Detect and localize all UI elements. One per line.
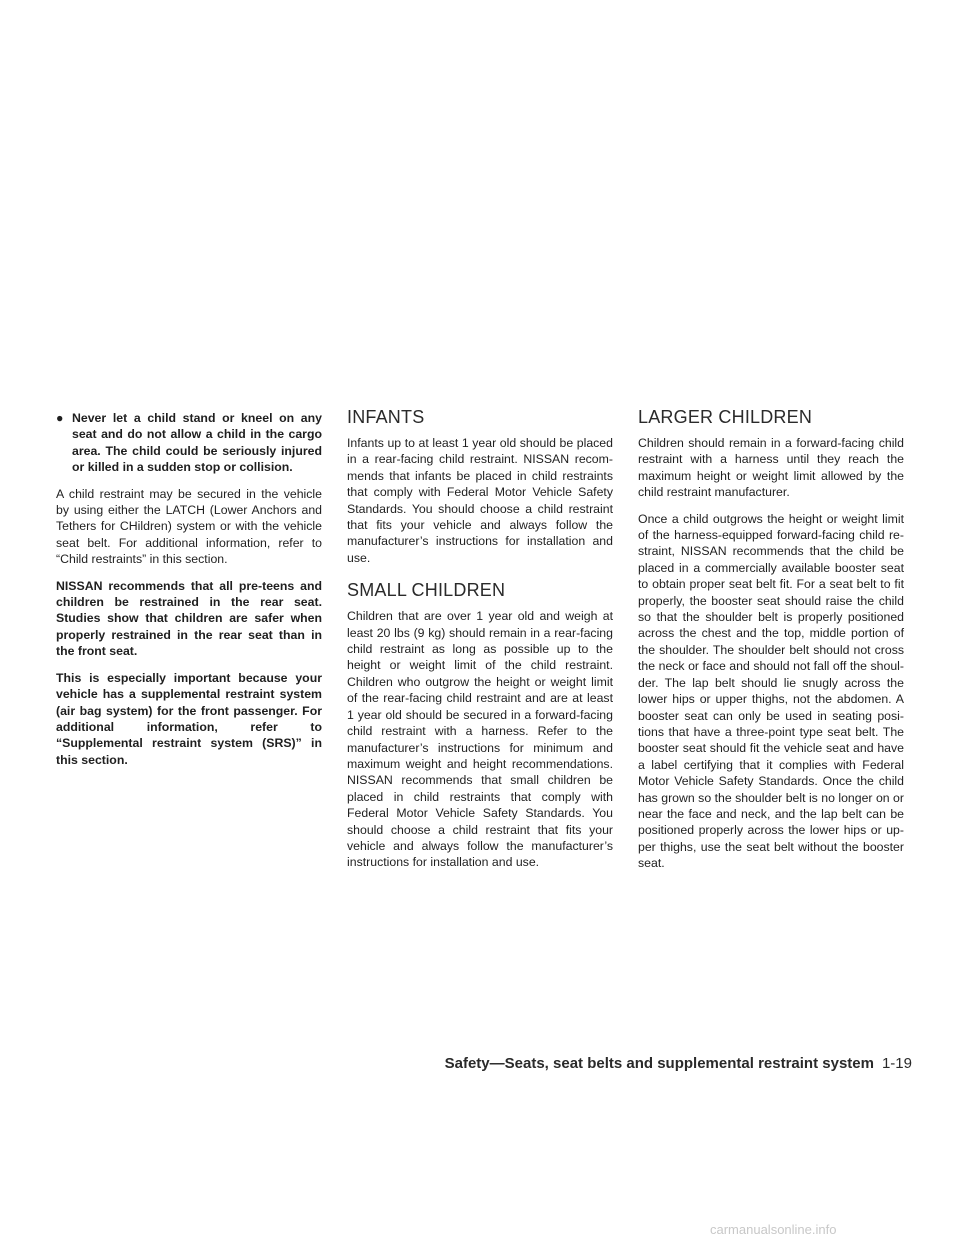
small-children-paragraph: Children that are over 1 year old and weigh at least 20 lbs (9 kg) should remain in a rear-facing child restraint as long as possible up to the height or weight limit of the child restraint. Children who outgrow the height or weight limit of the rear-facing child restraint and are at least 1 year old should be secured in a forward-facing child restraint with a harness. Refer to the manufacturer’s instructions for minimum and maximum weight and height recommendations. NISSAN recommends that small children be placed in child restraints that comply with Federal Motor Vehicle Safety Standards. You should choose a child restraint that fits your vehicle and always follow the manufacturer’s instructions for installation and use.: [347, 609, 613, 870]
watermark: carmanualsonline.info: [710, 1222, 837, 1237]
right-column: [638, 407, 904, 882]
small-children-heading: SMALL CHILDREN: [347, 580, 506, 601]
warning-bullet: [56, 410, 322, 476]
larger-children-paragraph-1: Children should remain in a forward-facing child restraint with a harness until they reach the maximum height or weight limit allowed by the child restraint manufacturer.: [638, 436, 904, 500]
infants-heading: INFANTS: [347, 407, 425, 427]
larger-children-paragraph-2: Once a child outgrows the height or weight limit of the harness-equipped forward-facing child restraint, NISSAN recommends that the child be placed in a commercially available booster seat to obtain proper seat belt fit. For a seat belt to fit properly, the booster seat should raise the child so that the shoulder belt is properly positioned across the chest and the top, middle portion of the shoulder. The shoulder belt should not cross the neck or face and should not fall off the shoulder. The lap belt should lie snugly across the lower hips or upper thighs, not the abdomen. A booster seat can only be used in seating positions that have a three-point type seat belt. The booster seat should fit the vehicle seat and have a label certifying that it complies with Federal Motor Vehicle Safety Standards. Once the child has grown so the shoulder belt is no longer on or near the face and neck, and the lap belt can be positioned properly across the lower hips or upper thighs, use the seat belt without the booster seat.: [638, 511, 904, 871]
left-column: [56, 407, 322, 778]
bullet-icon: ●: [56, 411, 64, 425]
larger-children-heading: LARGER CHILDREN: [638, 407, 813, 427]
latch-paragraph: A child restraint may be secured in the vehicle by using either the LATCH (Lower Anchors and Tethers for CHildren) system or with the vehicle seat belt. For additional information, refer to “Child restraints” in this section.: [56, 486, 322, 567]
srs-paragraph: This is especially important because your vehicle has a supplemental restraint system (air bag system) for the front passenger. For additional information, refer to “Supplemental restraint system (SRS)” in this section.: [56, 670, 322, 767]
page-footer: [445, 1055, 912, 1072]
middle-column: [347, 407, 613, 881]
section-title: Safety—Seats, seat belts and supplemental restraint system: [444, 1055, 874, 1072]
page-number: 1-19: [881, 1055, 912, 1072]
warning-bullet-text: Never let a child stand or kneel on any seat and do not allow a child in the cargo area. The child could be seriously injured or killed in a sudden stop or collision.: [72, 411, 322, 475]
infants-paragraph: Infants up to at least 1 year old should be placed in a rear-facing child restraint. NISSAN recommends that infants be placed in child restraints that comply with Federal Motor Vehicle Safety Standards. You should choose a child restraint that fits your vehicle and always follow the manufacturer’s instructions for installation and use.: [347, 436, 613, 565]
rear-seat-recommendation: NISSAN recommends that all pre-teens and children be restrained in the rear seat. Studies show that children are safer when properly restrained in the rear seat than in the front seat.: [56, 578, 322, 659]
